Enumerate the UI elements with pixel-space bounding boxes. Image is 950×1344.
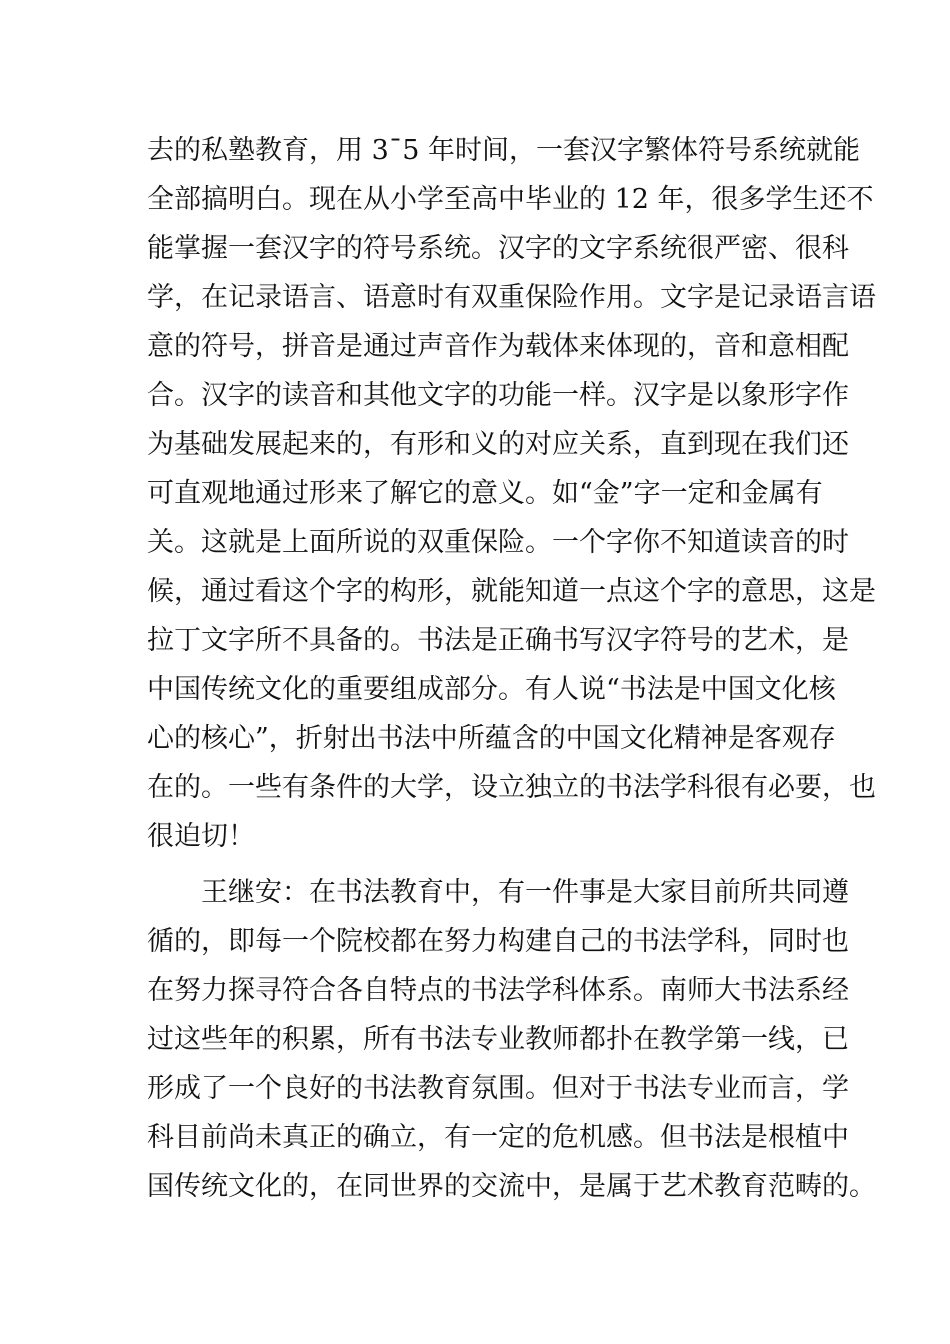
paragraph-line: 中国传统文化的重要组成部分。有人说“书法是中国文化核	[147, 674, 836, 705]
paragraph-line: 形成了一个良好的书法教育氛围。但对于书法专业而言，学	[147, 1073, 849, 1104]
paragraph-line: 循的，即每一个院校都在努力构建自己的书法学科，同时也	[147, 926, 849, 957]
paragraph-line: 去的私塾教育，用 3¯5 年时间，一套汉字繁体符号系统就能	[147, 135, 861, 166]
paragraph-line: 候，通过看这个字的构形，就能知道一点这个字的意思，这是	[147, 576, 876, 607]
paragraph-line: 过这些年的积累，所有书法专业教师都扑在教学第一线，已	[147, 1024, 849, 1055]
paragraph-line: 关。这就是上面所说的双重保险。一个字你不知道读音的时	[147, 527, 849, 558]
paragraph-line: 科目前尚未真正的确立，有一定的危机感。但书法是根植中	[147, 1122, 849, 1153]
paragraph-line: 心的核心”，折射出书法中所蕴含的中国文化精神是客观存	[147, 723, 836, 754]
paragraph-line: 合。汉字的读音和其他文字的功能一样。汉字是以象形字作	[147, 380, 849, 411]
paragraph-line: 全部搞明白。现在从小学至高中毕业的 12 年，很多学生还不	[147, 184, 874, 215]
paragraph-line: 国传统文化的，在同世界的交流中，是属于艺术教育范畴的。	[147, 1171, 876, 1202]
paragraph-line: 在努力探寻符合各自特点的书法学科体系。南师大书法系经	[147, 975, 849, 1006]
paragraph-line: 能掌握一套汉字的符号系统。汉字的文字系统很严密、很科	[147, 233, 849, 264]
paragraph-line: 意的符号，拼音是通过声音作为载体来体现的，音和意相配	[147, 331, 849, 362]
paragraph-line: 王继安：在书法教育中，有一件事是大家目前所共同遵	[201, 877, 849, 908]
paragraph-line: 拉丁文字所不具备的。书法是正确书写汉字符号的艺术，是	[147, 625, 849, 656]
paragraph-line: 学，在记录语言、语意时有双重保险作用。文字是记录语言语	[147, 282, 876, 313]
paragraph-line: 在的。一些有条件的大学，设立独立的书法学科很有必要，也	[147, 772, 876, 803]
paragraph-line: 为基础发展起来的，有形和义的对应关系，直到现在我们还	[147, 429, 849, 460]
paragraph-continued	[147, 126, 876, 861]
paragraph-line: 很迫切！	[147, 821, 255, 852]
paragraph-wang-jian	[147, 868, 876, 1211]
paragraph-line: 可直观地通过形来了解它的意义。如“金”字一定和金属有	[147, 478, 823, 509]
